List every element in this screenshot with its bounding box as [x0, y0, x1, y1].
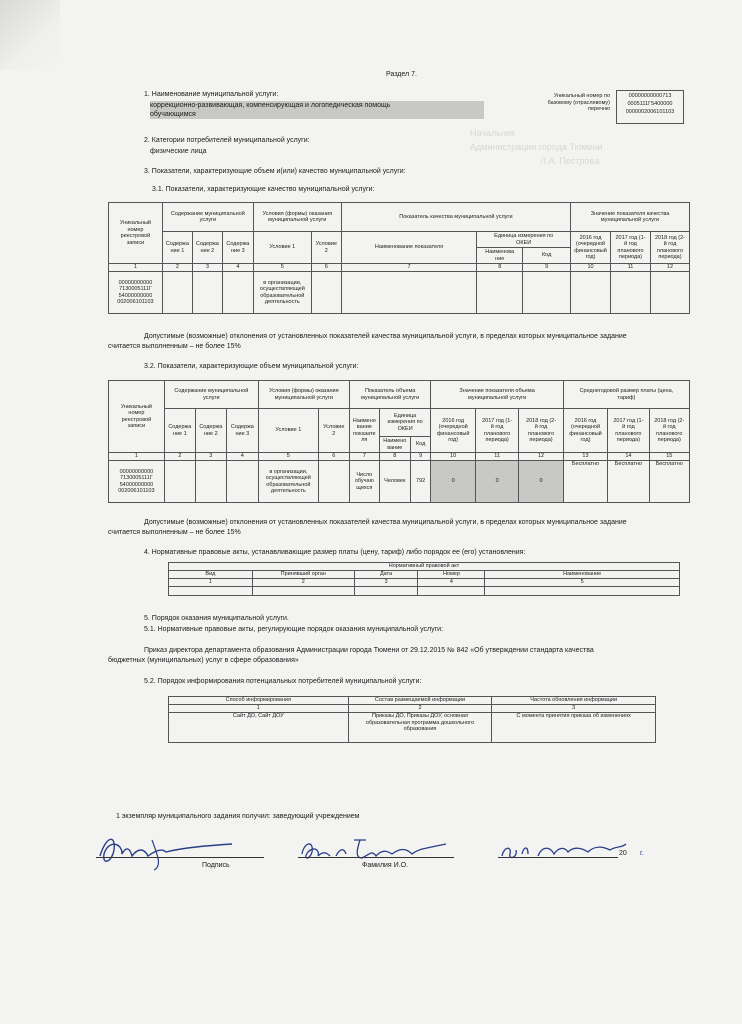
table-row: 1 2 3 4 5 6 7 8 9 10 11 12 — [109, 264, 690, 272]
table-row: 1 2 3 4 5 6 7 8 9 10 11 12 13 14 15 — [109, 453, 690, 461]
service-name-value-2: обучающимся — [150, 110, 484, 119]
col-year-2018: 2018 год (2- й год планового периода) — [519, 409, 563, 453]
row-fee-2017: Бесплатно — [608, 461, 649, 503]
row-unique-number: 00000000000 7130005111Г 54000000000 002006101103 — [109, 461, 165, 503]
col-unit: Единица измерения по ОКЕИ — [379, 409, 431, 437]
row-unit-code: 792 — [410, 461, 431, 503]
quality-indicators-heading: 3.1. Показатели, характеризующие качество муниципальной услуги: — [152, 186, 375, 193]
quality-table — [108, 202, 690, 314]
col-content-1: Содержа ние 1 — [164, 409, 195, 453]
service-name-label: 1. Наименование муниципальной услуги: — [144, 91, 279, 98]
surname-line — [298, 857, 454, 858]
fee-acts-heading: 4. Нормативные правовые акты, устанавливающие размер платы (цену, тариф) либо порядок ее (его) установления: — [144, 549, 526, 556]
table-row — [109, 272, 690, 314]
informing-heading: 5.2. Порядок информирования потенциальных потребителей муниципальной услуги: — [144, 678, 422, 685]
col-unit-code: Код — [410, 437, 431, 453]
deviation-note-2: Допустимые (возможные) отклонения от установленных показателей качества муниципальной услуги, в пределах которых муниципальное задание — [144, 519, 627, 526]
col-unique-number: Уникальный номер реестровой записи — [109, 381, 165, 453]
consumers-label: 2. Категории потребителей муниципальной услуги: — [144, 137, 310, 144]
section-title: Раздел 7. — [386, 71, 417, 78]
year-prefix: 20 — [619, 850, 627, 857]
col-indicator-values: Значение показателя качества муниципальной услуги — [571, 203, 690, 232]
row-value-2016: 0 — [431, 461, 475, 503]
col-condition-1: Условие 1 — [258, 409, 318, 453]
col-content-1: Содержа ние 1 — [162, 232, 192, 264]
row-condition: в организации, осуществляющей образовательной деятельность — [253, 272, 311, 314]
col-condition-2: Условие 2 — [318, 409, 349, 453]
consumers-value: физические лица — [150, 148, 207, 155]
signature-label: Подпись — [202, 862, 230, 869]
order-heading: 5. Порядок оказания муниципальной услуги. — [144, 615, 289, 622]
col-year-2016: 2016 год (очередной финансовый год) — [431, 409, 475, 453]
row-indicator: Число обучаю щихся — [349, 461, 379, 503]
col-condition-2: Условие 2 — [311, 232, 341, 264]
volume-indicators-heading: 3.2. Показатели, характеризующие объем муниципальной услуги: — [144, 363, 359, 370]
col-quality-indicator: Показатель качества муниципальной услуги — [341, 203, 570, 232]
row-method: Сайт ДО, Сайт ДОУ — [169, 713, 349, 743]
bleed-through-text: Начальник — [470, 128, 515, 138]
col-content: Содержание муниципальной услуги — [162, 203, 253, 232]
informing-table: Способ информирования Состав размещаемой информации Частота обновления информации 1 2 3 Сайт ДО, Сайт ДОУ Приказы ДО, Приказы ДОУ, основная образовательная программа дошкольного образования С момента принятия приказа об изменениях — [168, 696, 656, 743]
col-unit-name: Наименова ние — [477, 248, 523, 264]
col-unit-code: Код — [523, 248, 571, 264]
table-row — [109, 461, 690, 503]
row-fee-2018: Бесплатно — [649, 461, 689, 503]
scan-corner-shadow — [0, 0, 60, 70]
col-content-3: Содержа ние 3 — [222, 232, 253, 264]
row-condition: в организации, осуществляющей образовательной деятельность — [258, 461, 318, 503]
col-condition-1: Условие 1 — [253, 232, 311, 264]
col-indicator-name: Наименование показателя — [341, 232, 477, 264]
bleed-through-text: Л.А. Пестрова — [540, 156, 600, 166]
date-line — [498, 857, 618, 858]
order-acts-heading: 5.1. Нормативные правовые акты, регулирующие порядок оказания муниципальной услуги: — [144, 626, 444, 633]
col-fee: Среднегодовой размер платы (цена, тариф) — [563, 381, 689, 409]
col-content: Содержание муниципальной услуги — [164, 381, 258, 409]
row-fee-2016: Бесплатно — [563, 461, 607, 503]
col-content-2: Содержа ние 2 — [195, 409, 226, 453]
col-volume-indicator: Показатель объема муниципальной услуги — [349, 381, 431, 409]
col-year-2017: 2017 год (1- й год планового периода) — [611, 232, 651, 264]
volume-table — [108, 380, 690, 503]
row-frequency: С момента принятия приказа об изменениях — [492, 713, 656, 743]
service-name-value-1: коррекционно-развивающая, компенсирующая и логопедическая помощь — [150, 101, 484, 110]
unique-number-label: Уникальный номер по базовому (отраслевому) перечню — [547, 93, 610, 112]
unique-number-box: 00000000000713 0005111Г5400000 0000002006101103 — [616, 90, 684, 124]
deviation-note-2b: считается выполненным – не более 15% — [108, 529, 241, 536]
fee-acts-caption: Нормативный правовой акт — [169, 563, 680, 571]
surname-label: Фамилия И.О. — [362, 862, 409, 869]
row-unique-number: 00000000000 7130005111Г 54000000000 002006101103 — [109, 272, 163, 314]
year-suffix: г. — [640, 850, 644, 857]
deviation-note-1b: считается выполненным – не более 15% — [108, 343, 241, 350]
col-content-3: Содержа ние 3 — [226, 409, 258, 453]
col-conditions: Условия (формы) оказания муниципальной услуги — [253, 203, 341, 232]
indicators-heading: 3. Показатели, характеризующие объем и(или) качество муниципальной услуги: — [144, 168, 406, 175]
col-fee-2018: 2018 год (2- й год планового периода) — [649, 409, 689, 453]
col-conditions: Условия (формы) оказания муниципальной услуги — [258, 381, 349, 409]
signature-line — [96, 857, 264, 858]
date-handwritten — [498, 832, 628, 868]
row-info: Приказы ДО, Приказы ДОУ, основная образовательная программа дошкольного образования — [348, 713, 492, 743]
col-content-2: Содержа ние 2 — [192, 232, 222, 264]
row-value-2017: 0 — [475, 461, 518, 503]
col-indicator-name: Наимено вание показате ля — [349, 409, 379, 453]
table-row: 1 2 3 — [169, 705, 656, 713]
table-row — [169, 587, 680, 596]
table-row — [169, 713, 656, 743]
col-unit-name: Наимено вание — [379, 437, 410, 453]
row-value-2018: 0 — [519, 461, 563, 503]
deviation-note-1: Допустимые (возможные) отклонения от установленных показателей качества муниципальной услуги, в пределах которых муниципальное задание — [144, 333, 627, 340]
received-note: 1 экземпляр муниципального задания получил: заведующий учреждением — [116, 813, 360, 820]
col-year-2016: 2016 год (очередной финансовый год) — [571, 232, 611, 264]
col-volume-values: Значение показателя объема муниципальной услуги — [431, 381, 563, 409]
bleed-through-text: Администрации города Тюмени — [470, 142, 603, 152]
col-fee-2016: 2016 год (очередной финансовый год) — [563, 409, 607, 453]
order-act-line-2: бюджетных (муниципальных) услуг в сфере образования» — [108, 657, 299, 664]
fee-acts-table: Нормативный правовой акт Вид Принявший орган Дата Номер Наименование 1 2 3 4 5 — [168, 562, 680, 596]
col-year-2018: 2018 год (2- й год планового периода) — [650, 232, 689, 264]
order-act-line-1: Приказ директора департамента образования Администрации города Тюмени от 29.12.2015 № 842 «Об утверждении стандарта качества — [144, 647, 594, 654]
table-row: 1 2 3 4 5 — [169, 579, 680, 587]
col-unique-number: Уникальный номер реестровой записи — [109, 203, 163, 264]
row-unit: Человек — [379, 461, 410, 503]
col-year-2017: 2017 год (1- й год планового периода) — [475, 409, 518, 453]
col-unit: Единица измерения по ОКЕИ — [477, 232, 571, 248]
col-fee-2017: 2017 год (1- й год планового периода) — [608, 409, 649, 453]
